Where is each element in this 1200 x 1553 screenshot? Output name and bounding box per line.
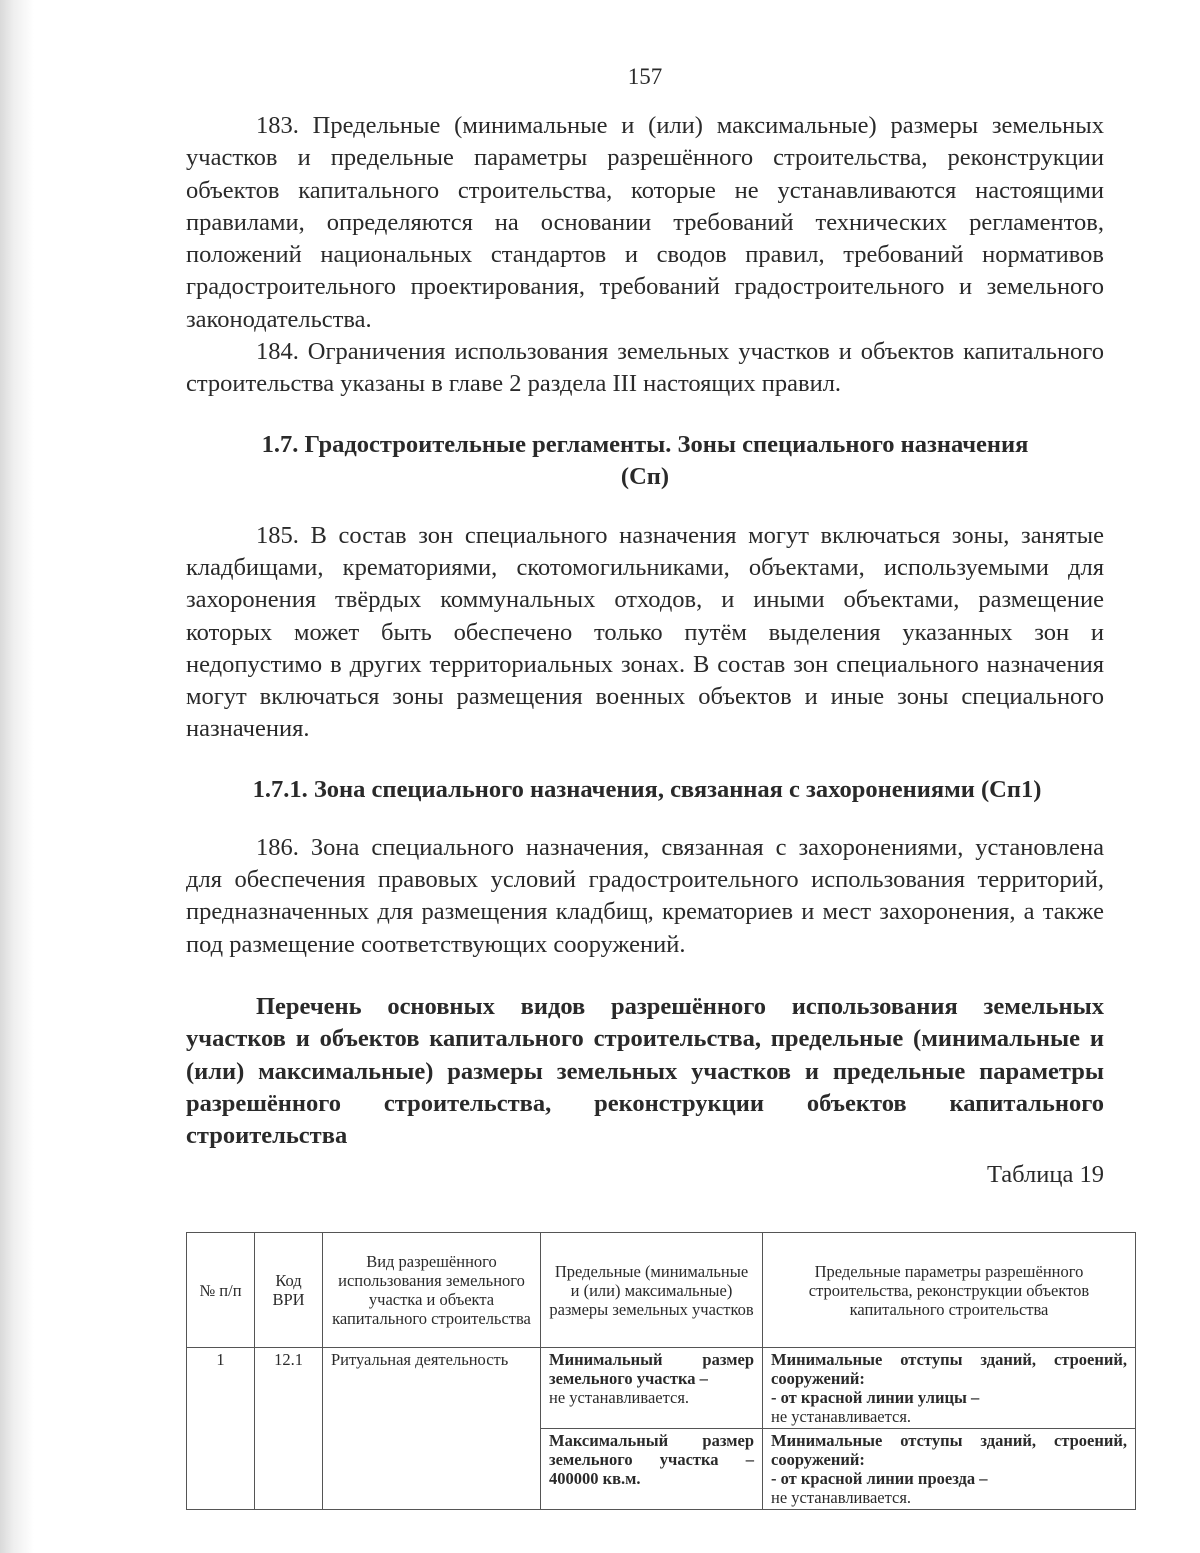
section-heading-1-7-line2: (Сп): [620, 462, 670, 490]
zoning-table: [186, 1232, 1136, 1510]
table-row: [187, 1348, 1136, 1429]
cell-size-min: [541, 1348, 763, 1429]
params-street-label: Минимальные отступы зданий, строений, сооружений:: [771, 1350, 1127, 1388]
scan-edge: [0, 0, 34, 1553]
params-street-line: - от красной линии улицы –: [771, 1388, 980, 1407]
header-num: № п/п: [187, 1233, 255, 1348]
cell-kind: Ритуальная деятельность: [323, 1348, 541, 1510]
section-heading-1-7: [186, 429, 1104, 493]
table-caption: Таблица 19: [986, 1161, 1104, 1189]
cell-num: 1: [187, 1348, 255, 1510]
cell-params-passage: [763, 1429, 1136, 1510]
params-passage-value: не устанавливается.: [771, 1488, 912, 1507]
table-header-row: [187, 1233, 1136, 1348]
section-heading-1-7-line1: 1.7. Градостроительные регламенты. Зоны специального назначения: [261, 430, 1029, 458]
size-min-value: не устанавливается.: [549, 1388, 690, 1407]
header-code: Код ВРИ: [255, 1233, 323, 1348]
params-passage-line: - от красной линии проезда –: [771, 1469, 988, 1488]
size-min-label: Минимальный размер земельного участка –: [549, 1350, 754, 1388]
section-heading-1-7-1: 1.7.1. Зона специального назначения, связанная с захоронениями (Сп1): [252, 775, 1042, 803]
header-size: Предельные (минимальные и (или) максимальные) размеры земельных участков: [541, 1233, 763, 1348]
paragraph-184: 184. Ограничения использования земельных участков и объектов капитального строительства указаны в главе 2 раздела III настоящих правил.: [186, 338, 1104, 398]
header-params: Предельные параметры разрешённого строительства, реконструкции объектов капитального строительства: [763, 1233, 1136, 1348]
paragraph-183: 183. Предельные (минимальные и (или) максимальные) размеры земельных участков и предельные параметры разрешённого строительства, реконструкции объектов капитального строительства, которые не устанавливаются настоящими правилами, определяются на основании требований технических регламентов, положений национальных стандартов и сводов правил, требований нормативов градостроительного проектирования, требований градостроительного и земельного законодательства.: [186, 112, 1104, 333]
list-title: Перечень основных видов разрешённого использования земельных участков и объектов капитального строительства, предельные (минимальные и (или) максимальные) размеры земельных участков и предельные параметры разрешённого строительства, реконструкции объектов капитального строительства: [186, 992, 1104, 1150]
paragraph-186: 186. Зона специального назначения, связанная с захоронениями, установлена для обеспечения правовых условий градостроительного использования территорий, предназначенных для размещения кладбищ, крематориев и мест захоронения, а также под размещение соответствующих сооружений.: [186, 833, 1104, 958]
params-street-value: не устанавливается.: [771, 1407, 912, 1426]
cell-code: 12.1: [255, 1348, 323, 1510]
paragraph-185: 185. В состав зон специального назначения могут включаться зоны, занятые кладбищами, крематориями, скотомогильниками, объектами, используемыми для захоронения твёрдых коммунальных отходов, и иными объектами, размещение которых может быть обеспечено только путём выделения указанных зон и недопустимо в других территориальных зонах. В состав зон специального назначения могут включаться зоны размещения военных объектов и иные зоны специального назначения.: [186, 521, 1104, 743]
cell-params-street: [763, 1348, 1136, 1429]
header-kind: Вид разрешённого использования земельного участка и объекта капитального строительства: [323, 1233, 541, 1348]
size-max-label: Максимальный размер земельного участка – 400000 кв.м.: [549, 1431, 754, 1488]
document-body: [186, 110, 1104, 1190]
page-number: 157: [627, 64, 663, 89]
params-passage-label: Минимальные отступы зданий, строений, сооружений:: [771, 1431, 1127, 1469]
cell-size-max: [541, 1429, 763, 1510]
